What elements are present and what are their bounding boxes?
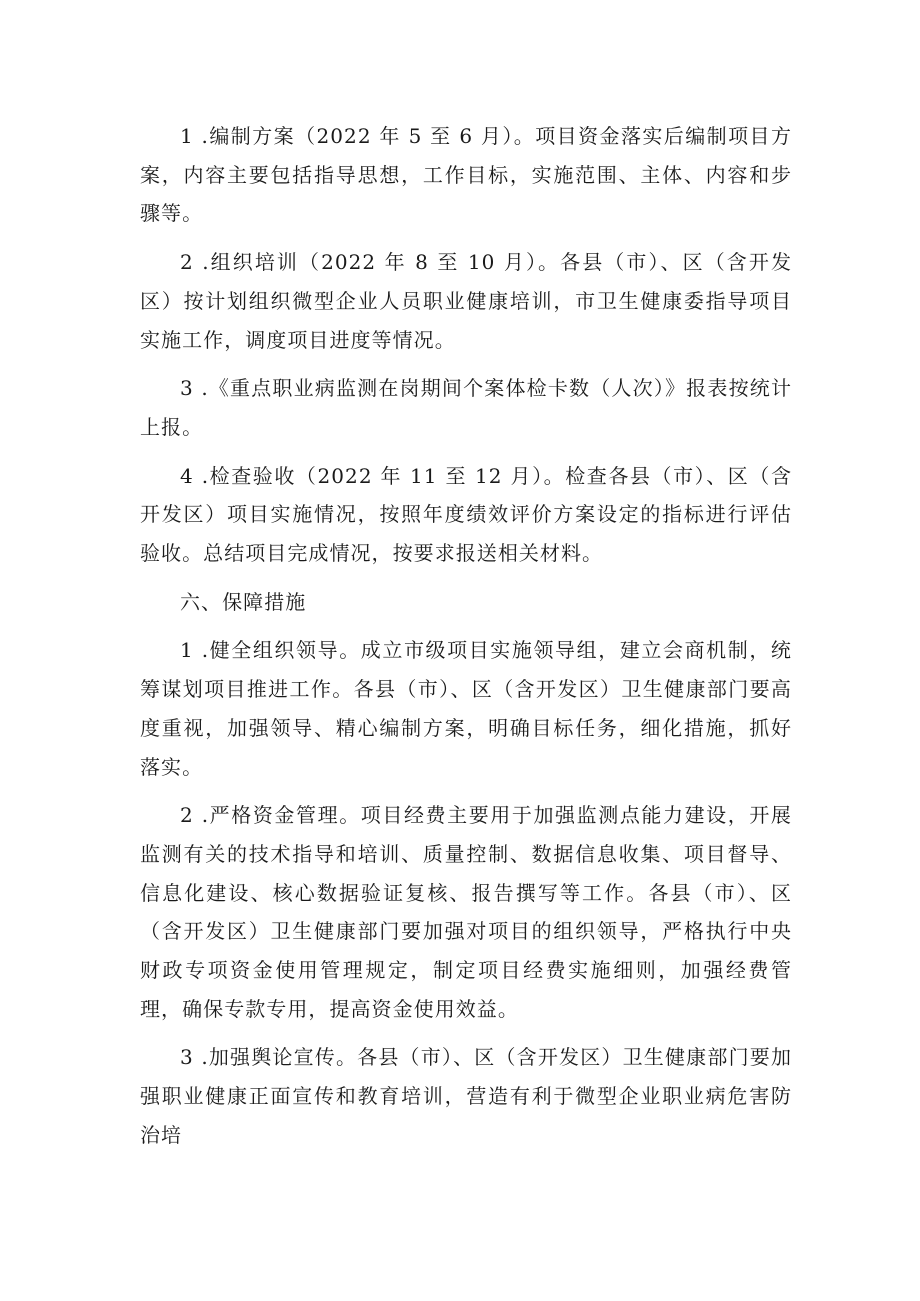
paragraph-step-4: 4 .检查验收（2022 年 11 至 12 月）。检查各县（市）、区（含开发区）项目实施情况，按照年度绩效评价方案设定的指标进行评估验收。总结项目完成情况，按要求报送相关材料。 <box>140 463 792 566</box>
section-heading: 六、保障措施 <box>180 589 307 614</box>
paragraph-measure-3: 3 .加强舆论宣传。各县（市）、区（含开发区）卫生健康部门要加强职业健康正面宣传和教育培训，营造有利于微型企业职业病危害防治培 <box>140 1045 792 1147</box>
paragraph-measure-1: 1 .健全组织领导。成立市级项目实施领导组，建立会商机制，统筹谋划项目推进工作。各县（市）、区（含开发区）卫生健康部门要高度重视，加强领导、精心编制方案，明确目标任务，细化措施，抓好落实。 <box>140 638 792 779</box>
paragraph-measure-2: 2 .严格资金管理。项目经费主要用于加强监测点能力建设，开展监测有关的技术指导和培训、质量控制、数据信息收集、项目督导、信息化建设、核心数据验证复核、报告撰写等工作。各县（市）、区（含开发区）卫生健康部门要加强对项目的组织领导，严格执行中央财政专项资金使用管理规定，制定项目经费实施细则，加强经费管理，确保专款专用，提高资金使用效益。 <box>140 803 792 1021</box>
paragraph-step-2: 2 .组织培训（2022 年 8 至 10 月）。各县（市）、区（含开发区）按计划组织微型企业人员职业健康培训，市卫生健康委指导项目实施工作，调度项目进度等情况。 <box>140 250 792 352</box>
paragraph-step-1: 1 .编制方案（2022 年 5 至 6 月）。项目资金落实后编制项目方案，内容主要包括指导思想，工作目标，实施范围、主体、内容和步骤等。 <box>140 124 792 226</box>
paragraph-step-3: 3 .《重点职业病监测在岗期间个案体检卡数（人次）》报表按统计上报。 <box>140 376 792 439</box>
